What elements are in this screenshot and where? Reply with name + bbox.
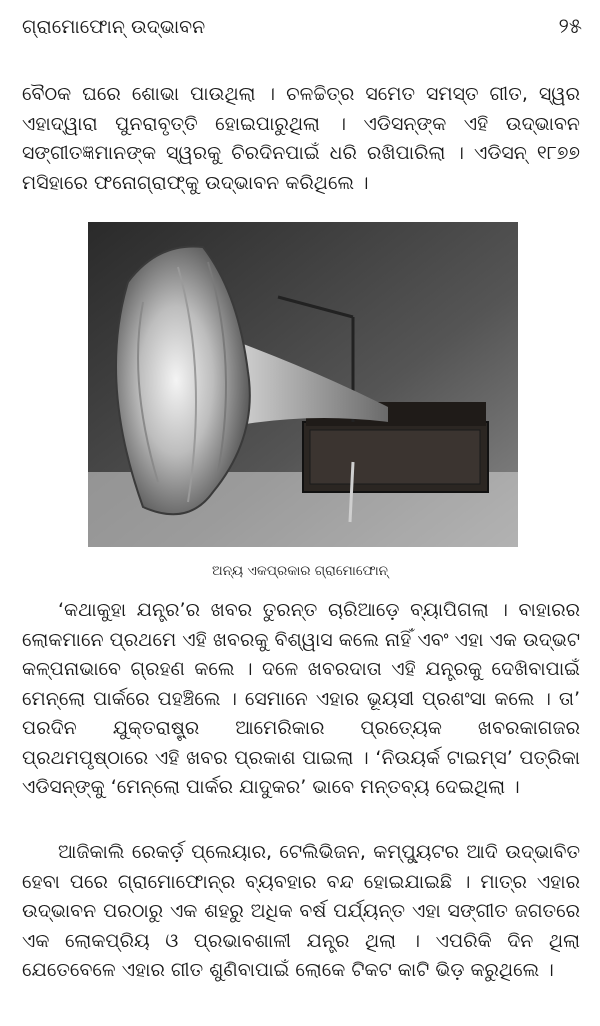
page-number: ୨୫ (558, 14, 582, 38)
page-header (22, 14, 582, 44)
figure-caption: ଅନ୍ୟ ଏକପ୍ରକାର ଗ୍ରାମୋଫୋନ୍ (212, 563, 388, 579)
paragraph-1: ବୈଠକ ଘରେ ଶୋଭା ପାଉଥିଲା । ଚଳଚ୍ଚିତ୍ର ସମେତ ସମସ୍ତ ଗୀତ, ସ୍ୱର ଏହାଦ୍ୱାରା ପୁନରାବୃତ୍ତି ହୋଇପାରୁଥିଲା । ଏଡିସନ୍‌ଙ୍କ ଏହି ଉଦ୍ଭାବନ ସଙ୍ଗୀତଜ୍ଞମାନଙ୍କ ସ୍ୱରକୁ ଚିରଦିନପାଇଁ ଧରି ରଖିପାରିଲା । ଏଡିସନ୍ ୧୮୭୭ ମସିହାରେ ଫନୋଗ୍ରାଫ୍‌କୁ ଉଦ୍ଭାବନ କରିଥିଲେ । (22, 83, 580, 194)
gramophone-illustration (88, 222, 518, 547)
running-title: ଗ୍ରାମୋଫୋନ୍ ଉଦ୍ଭାବନ (22, 16, 206, 38)
paragraph-2: ‘କଥାକୁହା ଯନ୍ତ୍ର’ର ଖବର ତୁରନ୍ତ ଚାରିଆଡ଼େ ବ୍ୟାପିଗଲା । ବାହାରର ଲୋକମାନେ ପ୍ରଥମେ ଏହି ଖବରକୁ ବିଶ୍ୱାସ କଲେ ନାହିଁ ଏବଂ ଏହା ଏକ ଉଦ୍ଭଟ କଳ୍ପନାଭାବେ ଗ୍ରହଣ କଲେ । ଦଳେ ଖବରଦାତା ଏହି ଯନ୍ତ୍ରକୁ ଦେଖିବାପାଇଁ ମେନ୍‌ଲୋ ପାର୍କରେ ପହଞ୍ଚିଲେ । ସେମାନେ ଏହାର ଭୂୟସୀ ପ୍ରଶଂସା କଲେ । ତା’ ପରଦିନ ଯୁକ୍ତରାଷ୍ଟ୍ର ଆମେରିକାର ପ୍ରତ୍ୟେକ ଖବରକାଗଜର ପ୍ରଥମପୃଷ୍ଠାରେ ଏହି ଖବର ପ୍ରକାଶ ପାଇଲା । ‘ନିଉୟର୍କ ଟାଇମ୍‌ସ’ ପତ୍ରିକା ଏଡିସନ୍‌ଙ୍କୁ ‘ମେନ୍‌ଲୋ ପାର୍କର ଯାଦୁକର’ ଭାବେ ମନ୍ତବ୍ୟ ଦେଇଥିଲା । (22, 599, 580, 798)
paragraph-3: ଆଜିକାଲି ରେକର୍ଡ଼ ପ୍ଲେୟାର, ଟେଲିଭିଜନ, କମ୍ପ୍ୟୁଟର ଆଦି ଉଦ୍ଭାବିତ ହେବା ପରେ ଗ୍ରାମୋଫୋନ୍‌ର ବ୍ୟବହାର ବନ୍ଦ ହୋଇଯାଇଛି । ମାତ୍ର ଏହାର ଉଦ୍ଭାବନ ପରଠାରୁ ଏକ ଶହରୁ ଅଧିକ ବର୍ଷ ପର୍ଯ୍ୟନ୍ତ ଏହା ସଙ୍ଗୀତ ଜଗତରେ ଏକ ଲୋକପ୍ରିୟ ଓ ପ୍ରଭାବଶାଳୀ ଯନ୍ତ୍ର ଥିଲା । ଏପରିକି ଦିନ ଥିଲା ଯେତେବେଳେ ଏହାର ଗୀତ ଶୁଣିବାପାଇଁ ଲୋକେ ଟିକଟ କାଟି ଭିଡ଼ କରୁଥିଲେ । (22, 841, 580, 981)
gramophone-photo (88, 222, 518, 547)
